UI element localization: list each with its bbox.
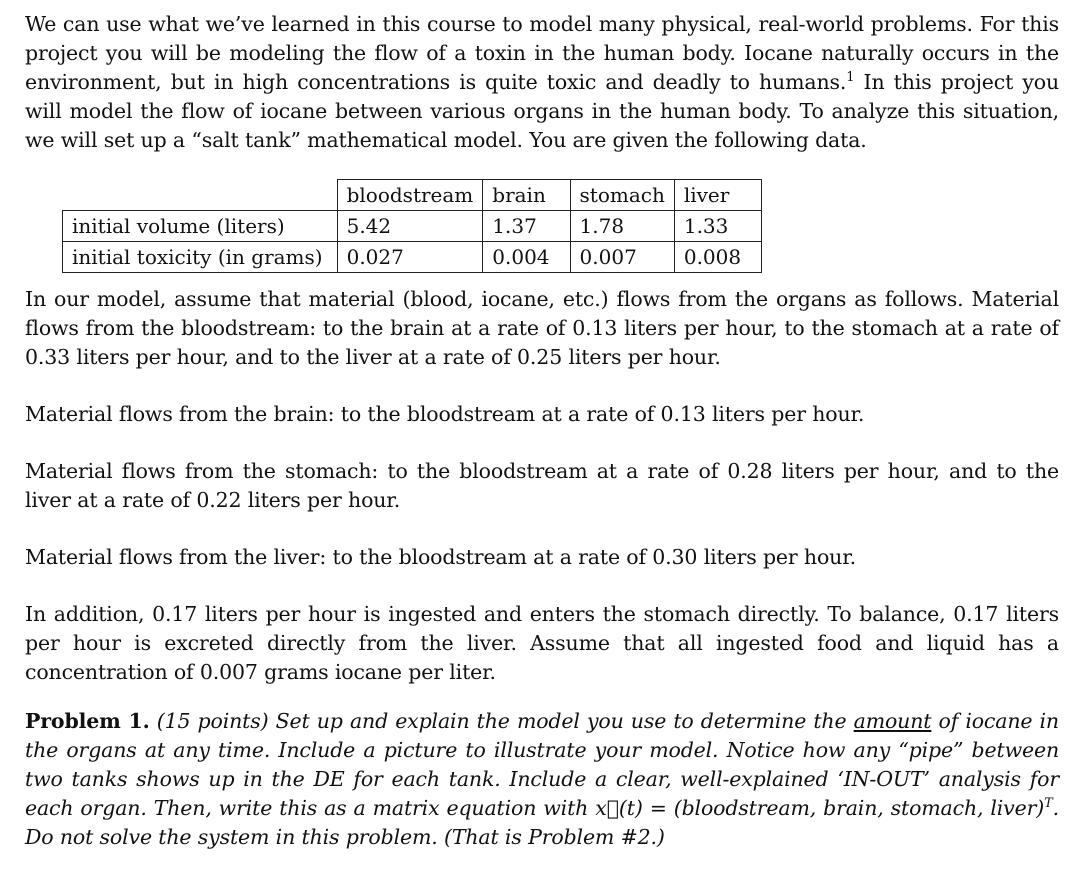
problem-text-a: (15 points) Set up and explain the model you use to determine the [156,709,854,733]
table-cell: 0.004 [483,242,570,273]
table-corner-cell [63,180,338,211]
problem-underlined-word: amount [853,709,932,733]
column-header-stomach: stomach [570,180,674,211]
bloodstream-flow-paragraph: In our model, assume that material (blood, iocane, etc.) flows from the organs as follows. Material flows from the bloodstream: to the brain at a rate of 0.13 liters per hour, to the stomach at a rate of 0.33 liters per hour, and to the liver at a rate of 0.25 liters per hour. [25,287,1059,369]
table-cell: 0.008 [674,242,761,273]
brain-flow-paragraph: Material flows from the brain: to the bloodstream at a rate of 0.13 liters per hour. [25,402,865,426]
table-cell: 1.78 [570,211,674,242]
problem-text [25,709,1059,849]
data-table [62,179,762,273]
problem-text-b: of iocane in the organs at any time. Include a picture to illustrate your model. Notice how any “pipe” between two tanks shows up in the DE for each tank. Include a clear, well-explained ‘IN-OUT’ analysis for each organ. Then, write this as a matrix equation with [25,709,1059,820]
stomach-flow-paragraph: Material flows from the stomach: to the bloodstream at a rate of 0.28 liters per hour, and to the liver at a rate of 0.22 liters per hour. [25,459,1059,512]
transpose-marker: T [1044,796,1053,811]
table-cell: 5.42 [337,211,483,242]
column-header-bloodstream: bloodstream [337,180,483,211]
table-cell: 1.33 [674,211,761,242]
table-cell: 1.37 [483,211,570,242]
table-row [63,242,762,273]
table-header-row [63,180,762,211]
state-vector: x⃗(t) = (bloodstream, brain, stomach, liver) [595,796,1045,820]
table-row [63,211,762,242]
intro-paragraph [25,10,1059,155]
liver-flow-paragraph: Material flows from the liver: to the bloodstream at a rate of 0.30 liters per hour. [25,545,856,569]
column-header-liver: liver [674,180,761,211]
column-header-brain: brain [483,180,570,211]
ingestion-paragraph: In addition, 0.17 liters per hour is ingested and enters the stomach directly. To balance, 0.17 liters per hour is excreted directly from the liver. Assume that all ingested food and liquid has a concentration of 0.007 grams iocane per liter. [25,602,1059,684]
row-label-toxicity: initial toxicity (in grams) [63,242,338,273]
table-cell: 0.027 [337,242,483,273]
problem-text-c: . Do not solve the system in this problem. (That is Problem #2.) [25,796,1059,849]
row-label-volume: initial volume (liters) [63,211,338,242]
table-cell: 0.007 [570,242,674,273]
intro-text-part2: In this project you will model the flow of iocane between various organs in the human body. To analyze this situation, we will set up a “salt tank” mathematical model. You are given the following data. [25,70,1059,152]
problem-statement [25,707,1059,852]
footnote-marker: 1 [846,70,855,85]
intro-text-part1: We can use what we’ve learned in this course to model many physical, real-world problems. For this project you will be modeling the flow of a toxin in the human body. Iocane naturally occurs in the environment, but in high concentrations is quite toxic and deadly to humans. [25,12,1059,94]
problem-label: Problem 1. [25,709,150,733]
